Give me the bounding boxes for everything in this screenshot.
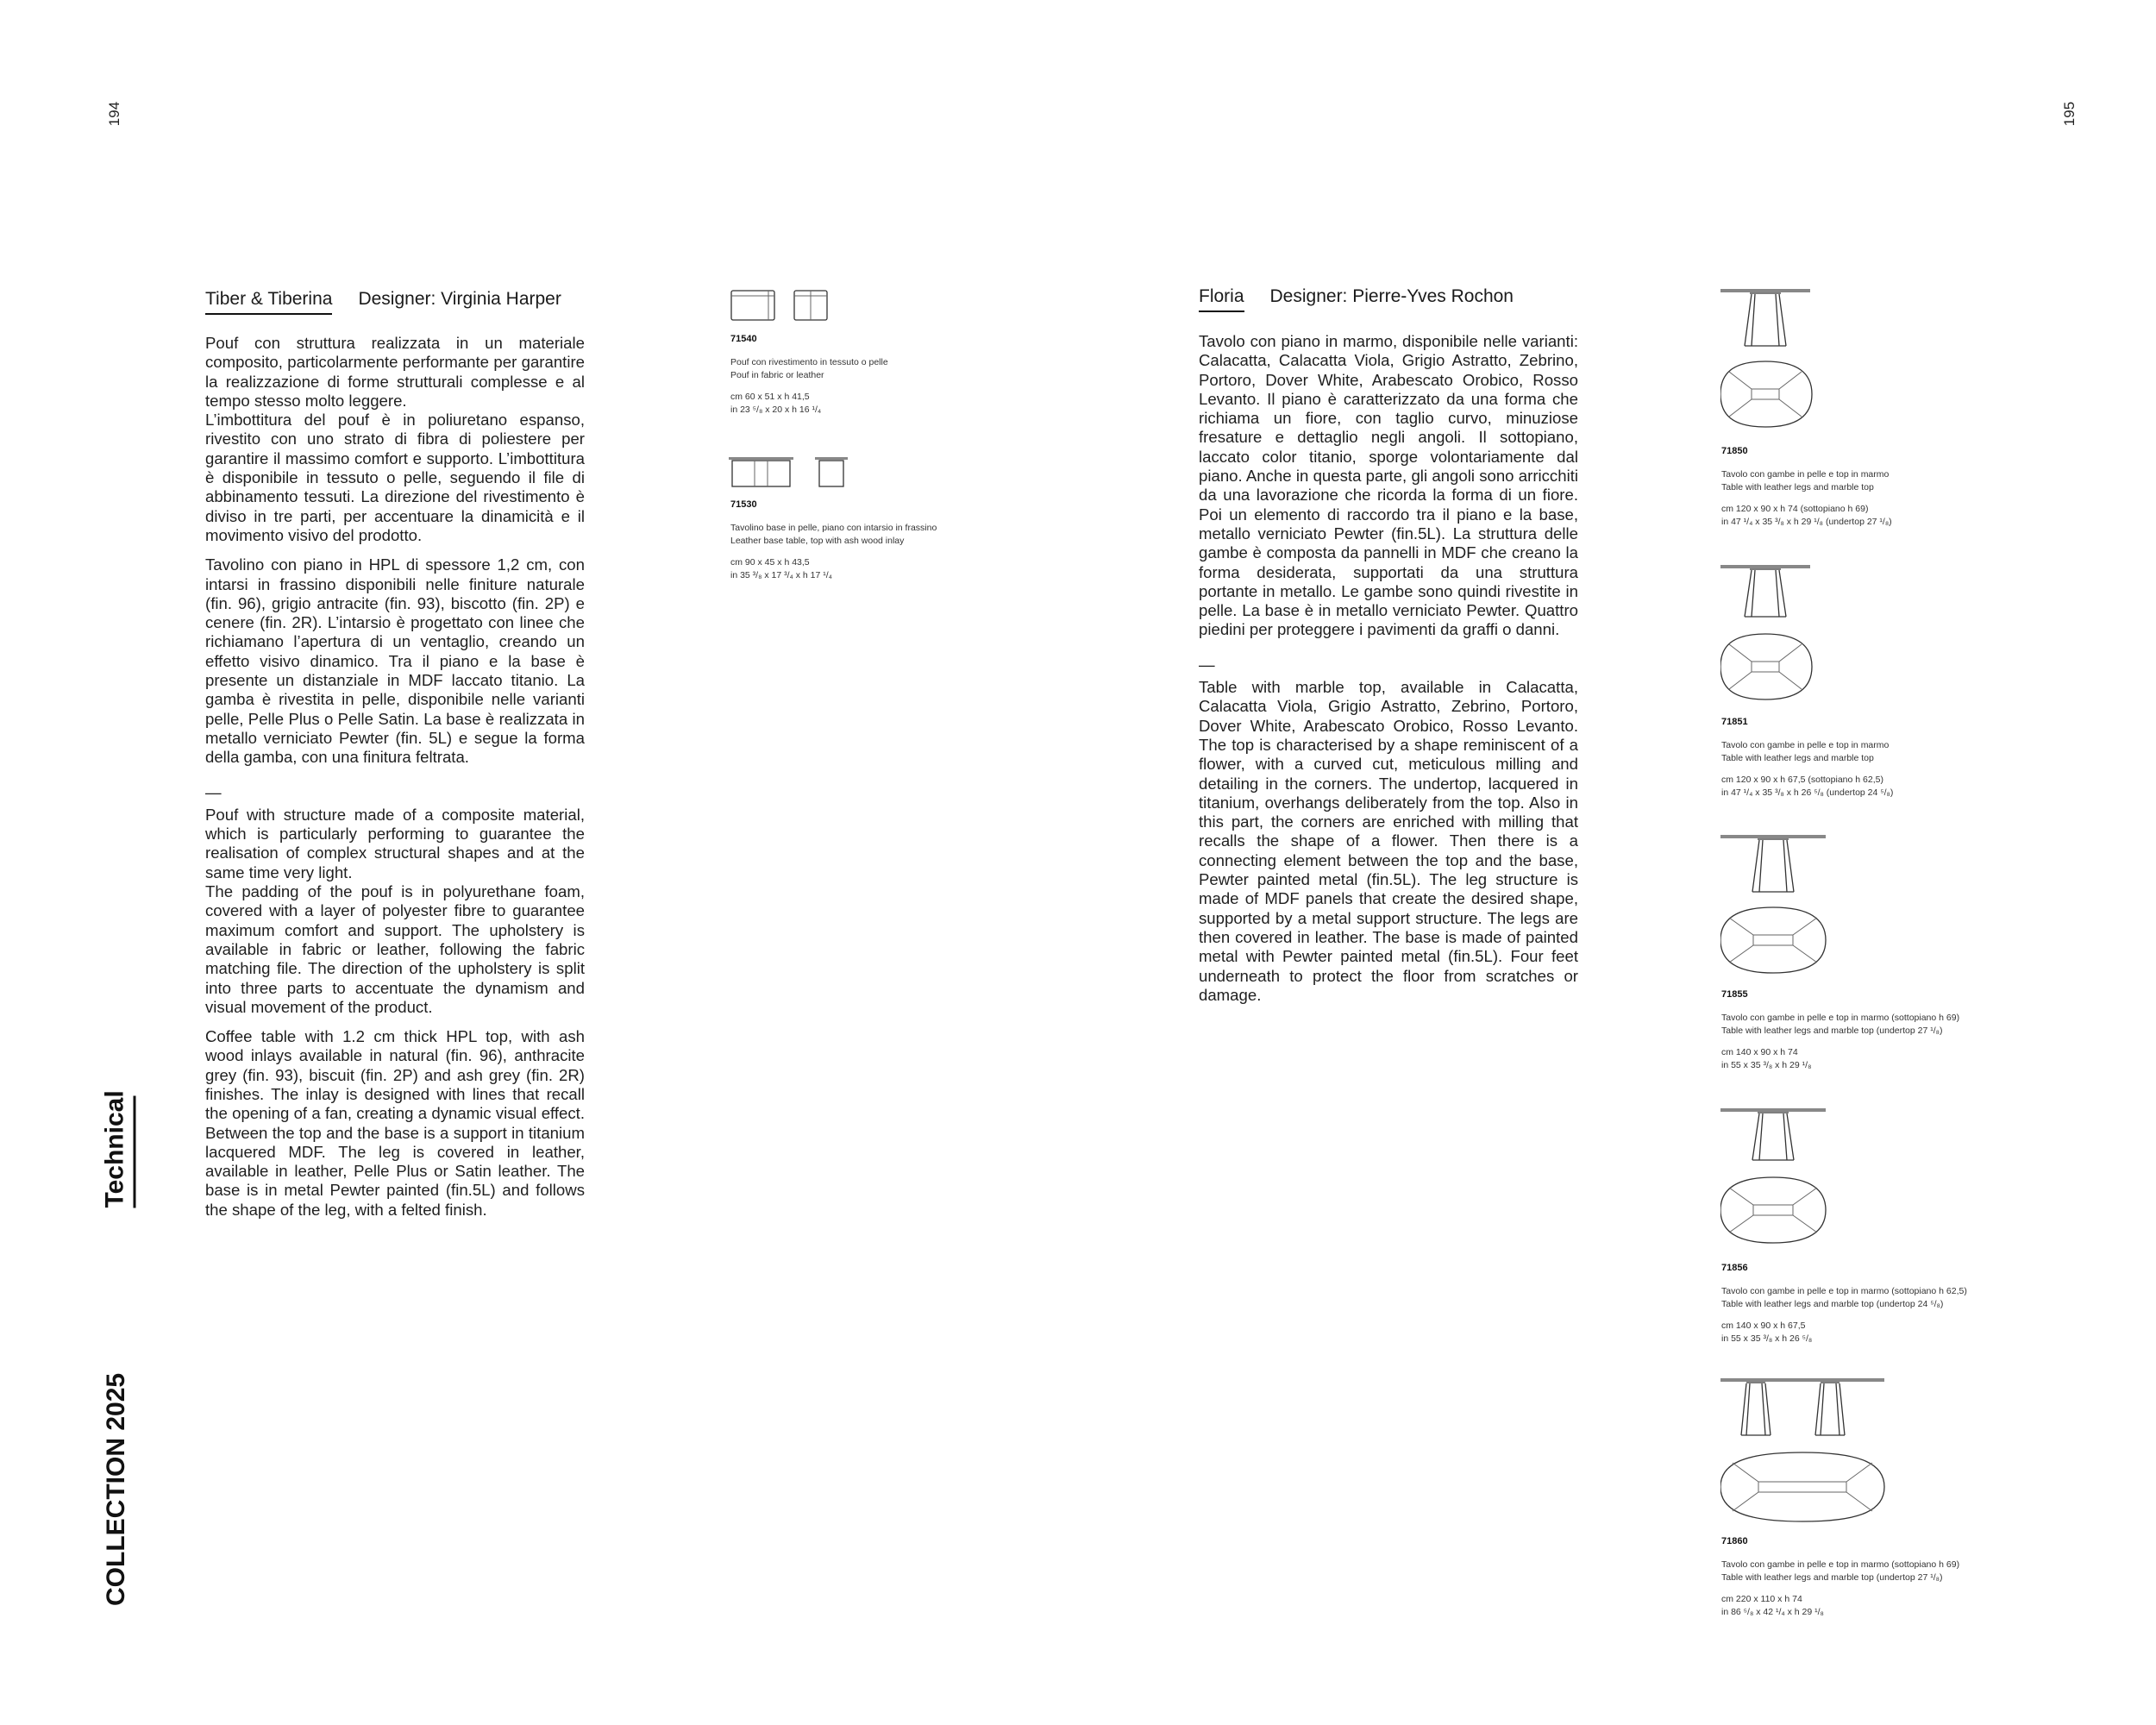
product-info-71850: [1721, 438, 2156, 529]
page-number-left: 194: [106, 101, 123, 127]
product-desc-it: Tavolo con gambe in pelle e top in marmo (sottopiano h 62,5): [1721, 1286, 1967, 1296]
table-drawing-71850: [1720, 289, 1815, 436]
product-dim-in: in 47 ¹/₄ x 35 ³/₈ x h 26 ⁵/₈ (undertop 24 ⁵/₈): [1721, 787, 1894, 798]
product-dim-cm: cm 60 x 51 x h 41,5: [730, 392, 810, 402]
product-desc-it: Tavolo con gambe in pelle e top in marmo: [1721, 740, 1890, 750]
pouf-drawing: [730, 289, 834, 323]
product-desc-en: Table with leather legs and marble top: [1721, 753, 1874, 763]
product-dim-in: in 86 ⁵/₈ x 42 ¹/₄ x h 29 ¹/₈: [1721, 1607, 1824, 1617]
designer-name: Designer: Pierre-Yves Rochon: [1269, 286, 1514, 306]
product-desc-it: Pouf con rivestimento in tessuto o pelle: [730, 357, 888, 367]
product-name: Floria: [1199, 286, 1244, 312]
table-drawing-71855: [1720, 835, 1833, 982]
product-dim-cm: cm 90 x 45 x h 43,5: [730, 557, 810, 568]
product-desc-en: Table with leather legs and marble top (undertop 24 ⁵/₈): [1721, 1299, 1944, 1309]
product-desc-it: Tavolo con gambe in pelle e top in marmo (sottopiano h 69): [1721, 1013, 1960, 1023]
coffee-table-drawing: [729, 455, 849, 492]
description-floria: [1199, 332, 1578, 1015]
table-drawing-71851: [1720, 565, 1815, 712]
product-header-floria: [1199, 286, 1514, 307]
section-label-technical: Technical: [101, 1096, 136, 1208]
product-dim-cm: cm 120 x 90 x h 67,5 (sottopiano h 62,5): [1721, 775, 1883, 785]
product-dim-cm: cm 120 x 90 x h 74 (sottopiano h 69): [1721, 504, 1869, 514]
product-name: Tiber & Tiberina: [205, 289, 332, 315]
product-desc-en: Pouf in fabric or leather: [730, 370, 824, 380]
table-drawing-71856: [1720, 1108, 1833, 1251]
product-dim-cm: cm 220 x 110 x h 74: [1721, 1594, 1802, 1604]
separator-dash: —: [1199, 655, 1215, 674]
product-desc-it: Tavolo con gambe in pelle e top in marmo: [1721, 469, 1890, 480]
product-desc-en: Table with leather legs and marble top (undertop 27 ¹/₈): [1721, 1572, 1943, 1583]
paragraph-en-floria: Table with marble top, available in Calacatta, Calacatta Viola, Grigio Astratto, Zebrino, Portoro, Dover White, Arabescato Orobico, Rosso Levanto. The top is characterised by a shape reminiscent of a flower, with a curved cut, meticulous milling and detailing in the corners. The undertop, lacquered in titanium, overhangs deliberately from the top. Also in this part, the corners are enriched with milling that recalls the shape of a flower. Then there is a connecting element between the top and the base, Pewter painted metal (fin.5L). The leg structure is made of MDF panels that create the desired shape, supported by a metal support structure. The legs are then covered in leather. The base is made of painted metal with Pewter painted metal (fin.5L). Four feet underneath to protect the floor from scratches or damage.: [1199, 678, 1578, 1004]
collection-label: COLLECTION 2025: [102, 1372, 130, 1606]
product-dim-in: in 55 x 35 ³/₈ x h 29 ¹/₈: [1721, 1060, 1812, 1070]
paragraph-it-table: Tavolino con piano in HPL di spessore 1,2 cm, con intarsi in frassino disponibili nelle finiture naturale (fin. 96), grigio antracite (fin. 93), biscotto (fin. 2P) e cenere (fin. 2R). L’intarsio è progettato con linee che richiamano l’apertura di un ventaglio, creando un effetto visivo dinamico. Tra il piano e la base è presente un distanziale in MDF laccato titanio. La gamba è rivestita in pelle, disponibile nelle varianti pelle, Pelle Plus o Pelle Satin. La base è realizzata in metallo verniciato Pewter (fin. 5L) e segue la forma della gamba, con una finitura feltrata.: [205, 555, 585, 767]
product-dim-in: in 55 x 35 ³/₈ x h 26 ⁵/₈: [1721, 1333, 1813, 1344]
designer-name: Designer: Virginia Harper: [358, 289, 561, 309]
product-dim-in: in 23 ⁵/₈ x 20 x h 16 ¹/₄: [730, 405, 822, 415]
product-header-tiber: [205, 289, 561, 310]
product-code: 71851: [1721, 717, 1748, 727]
product-info-71530: [730, 492, 1179, 582]
product-code: 71850: [1721, 446, 1748, 456]
product-desc-en: Table with leather legs and marble top: [1721, 482, 1874, 492]
paragraph-en-pouf: Pouf with structure made of a composite material, which is particularly performing to guarantee the realisation of complex structural shapes and at the same time very light. The padding of the pouf is in polyurethane foam, covered with a layer of polyester fibre to guarantee maximum comfort and support. The upholstery is available in fabric or leather, following the fabric matching file. The direction of the upholstery is split into three parts to accentuate the dynamism and visual movement of the product.: [205, 805, 585, 1016]
product-info-71851: [1721, 709, 2156, 800]
product-desc-en: Table with leather legs and marble top (undertop 27 ¹/₈): [1721, 1026, 1943, 1036]
product-code: 71860: [1721, 1536, 1748, 1546]
product-desc-it: Tavolino base in pelle, piano con intarsio in frassino: [730, 523, 937, 533]
product-desc-en: Leather base table, top with ash wood inlay: [730, 536, 905, 546]
product-dim-cm: cm 140 x 90 x h 74: [1721, 1047, 1798, 1057]
product-code: 71856: [1721, 1263, 1748, 1273]
paragraph-it-pouf: Pouf con struttura realizzata in un materiale composito, particolarmente performante per garantire la realizzazione di forme strutturali complesse e al tempo stesso molto leggere. L’imbottitura del pouf è in poliuretano espanso, rivestito con uno strato di fibra di poliestere per garantire il massimo comfort e supporto. L’imbottitura è disponibile in tessuto o pelle, seguendo il file di abbinamento tessuti. La direzione del rivestimento è diviso in tre parti, per accentuare la dinamicità e il movimento visivo del prodotto.: [205, 334, 585, 544]
separator-dash: —: [205, 782, 222, 801]
page-number-right: 195: [2061, 101, 2078, 127]
paragraph-it-floria: Tavolo con piano in marmo, disponibile nelle varianti: Calacatta, Calacatta Viola, Grigio Astratto, Zebrino, Portoro, Dover White, Arabescato Orobico, Rosso Levanto. Il piano è caratterizzato da una forma che richiama un fiore, con taglio curvo, minuziose fresature e dettaglio negli angoli. Il sottopiano, laccato color titanio, sporge volontariamente dal piano. Anche in questa parte, gli angoli sono arricchiti da una lavorazione che ricorda la forma di un fiore. Poi un elemento di raccordo tra il piano e la base, metallo verniciato Pewter (fin.5L). La struttura delle gambe è composta da pannelli in MDF che creano la forma desiderata, supportati da una struttura portante in metallo. Le gambe sono quindi rivestite in pelle. La base è in metallo verniciato Pewter. Quattro piedini per proteggere i pavimenti da graffi o danni.: [1199, 332, 1578, 639]
product-code: 71855: [1721, 989, 1748, 1000]
product-code: 71530: [730, 499, 757, 510]
product-desc-it: Tavolo con gambe in pelle e top in marmo (sottopiano h 69): [1721, 1559, 1960, 1570]
paragraph-en-table: Coffee table with 1.2 cm thick HPL top, with ash wood inlays available in natural (fin. 96), anthracite grey (fin. 93), biscuit (fin. 2P) and ash grey (fin. 2R) finishes. The inlay is designed with lines that recall the opening of a fan, creating a dynamic visual effect. Between the top and the base is a support in titanium lacquered MDF. The leg is covered in leather, available in leather, Pelle Plus or Satin leather. The base is in metal Pewter painted (fin.5L) and follows the shape of the leg, with a felted finish.: [205, 1027, 585, 1219]
product-dim-in: in 35 ³/₈ x 17 ³/₄ x h 17 ¹/₄: [730, 570, 832, 580]
description-tiber: [205, 334, 585, 1230]
product-info-71856: [1721, 1255, 2156, 1346]
product-code: 71540: [730, 334, 757, 344]
product-dim-in: in 47 ¹/₄ x 35 ³/₈ x h 29 ¹/₈ (undertop 27 ¹/₈): [1721, 517, 1892, 527]
product-info-71540: [730, 326, 1179, 417]
product-dim-cm: cm 140 x 90 x h 67,5: [1721, 1320, 1806, 1331]
product-info-71855: [1721, 982, 2156, 1072]
table-drawing-71860: [1720, 1378, 1893, 1529]
product-info-71860: [1721, 1528, 2156, 1619]
